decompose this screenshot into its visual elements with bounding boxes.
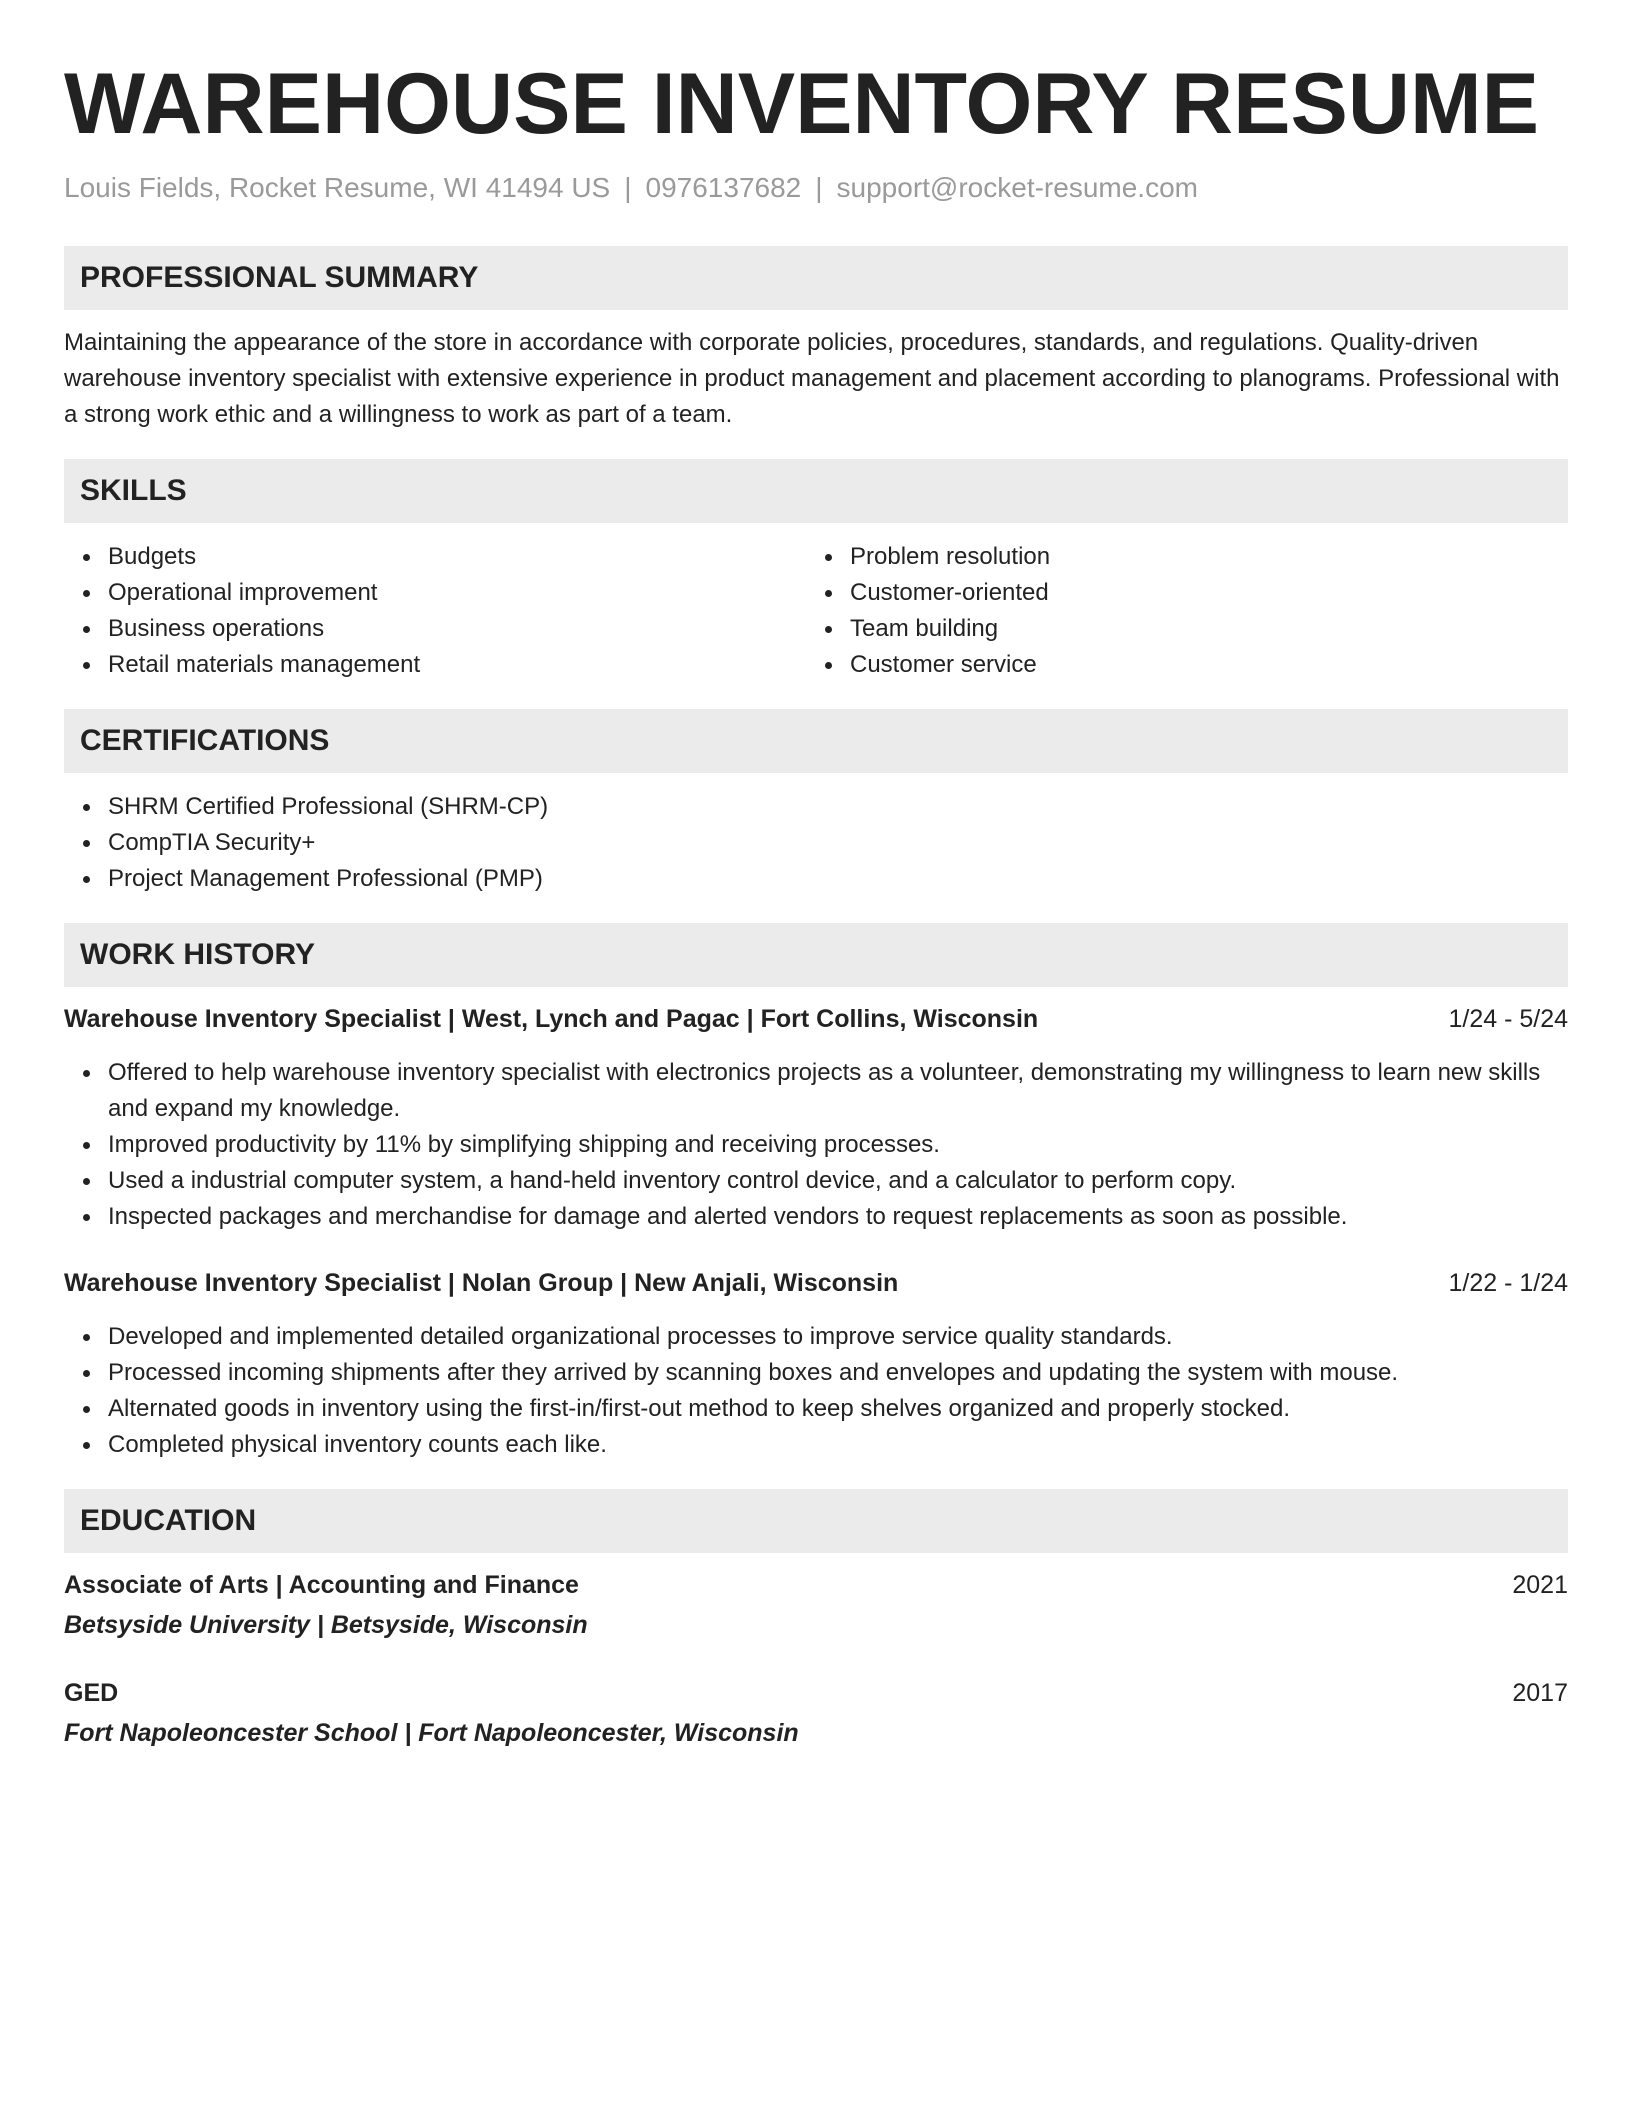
summary-text: Maintaining the appearance of the store in accordance with corporate policies, procedures, standards, and regulations. Quality-driven warehouse inventory specialist with extensive experience in product management and placement according to planograms. Professional with a strong work ethic and a willingness to work as part of a team. (64, 329, 1560, 428)
section-header-education: EDUCATION (64, 1489, 1568, 1553)
education-school: Fort Napoleoncester School | Fort Napoleoncester, Wisconsin (64, 1719, 799, 1747)
contact-separator: | (624, 172, 632, 203)
job-bullet: Used a industrial computer system, a hand-held inventory control device, and a calculator to perform copy. (108, 1163, 1568, 1199)
skill-item: Retail materials management (108, 647, 806, 683)
certification-item: Project Management Professional (PMP) (108, 861, 1568, 897)
job-bullet: Improved productivity by 11% by simplifying shipping and receiving processes. (108, 1127, 1568, 1163)
skills-column-right (806, 539, 1548, 683)
section-header-skills: SKILLS (64, 459, 1568, 523)
education-header (64, 1567, 1568, 1603)
skill-item: Business operations (108, 611, 806, 647)
skill-item: Team building (850, 611, 1548, 647)
job-bullet: Processed incoming shipments after they arrived by scanning boxes and envelopes and updating the system with mouse. (108, 1355, 1568, 1391)
job-header (64, 1265, 1568, 1301)
contact-address: Louis Fields, Rocket Resume, WI 41494 US (64, 172, 611, 203)
job-title: Warehouse Inventory Specialist | Nolan Group | New Anjali, Wisconsin (64, 1269, 899, 1297)
certifications-list (64, 789, 1568, 897)
skill-item: Problem resolution (850, 539, 1548, 575)
job-header (64, 1001, 1568, 1037)
job-bullet: Inspected packages and merchandise for damage and alerted vendors to request replacements as soon as possible. (108, 1199, 1568, 1235)
job-dates: 1/22 - 1/24 (1448, 1269, 1568, 1297)
education-entry (64, 1567, 1568, 1643)
education-entry (64, 1675, 1568, 1751)
job-bullet: Offered to help warehouse inventory specialist with electronics projects as a volunteer, demonstrating my willingness to learn new skills and expand my knowledge. (108, 1055, 1568, 1127)
job-bullets (64, 1319, 1568, 1463)
job-entry (64, 1001, 1568, 1235)
contact-separator: | (815, 172, 823, 203)
job-bullet: Developed and implemented detailed organizational processes to improve service quality standards. (108, 1319, 1568, 1355)
certification-item: CompTIA Security+ (108, 825, 1568, 861)
skill-item: Customer-oriented (850, 575, 1548, 611)
job-bullet: Completed physical inventory counts each like. (108, 1427, 1568, 1463)
education-degree: GED (64, 1679, 119, 1707)
job-bullet: Alternated goods in inventory using the first-in/first-out method to keep shelves organized and properly stocked. (108, 1391, 1568, 1427)
certification-item: SHRM Certified Professional (SHRM-CP) (108, 789, 1568, 825)
skill-item: Operational improvement (108, 575, 806, 611)
job-dates: 1/24 - 5/24 (1448, 1005, 1568, 1033)
resume-page (64, 54, 1568, 1751)
job-title: Warehouse Inventory Specialist | West, Lynch and Pagac | Fort Collins, Wisconsin (64, 1005, 1039, 1033)
skill-item: Budgets (108, 539, 806, 575)
section-header-work-history: WORK HISTORY (64, 923, 1568, 987)
skills-list (64, 539, 1568, 683)
resume-title: WAREHOUSE INVENTORY RESUME (64, 56, 1539, 152)
education-year: 2017 (1512, 1679, 1568, 1707)
education-year: 2021 (1512, 1571, 1568, 1599)
job-bullets (64, 1055, 1568, 1235)
education-school: Betsyside University | Betsyside, Wisconsin (64, 1611, 588, 1639)
skills-column-left (64, 539, 806, 683)
education-degree: Associate of Arts | Accounting and Finance (64, 1571, 579, 1599)
job-entry (64, 1265, 1568, 1463)
section-header-certifications: CERTIFICATIONS (64, 709, 1568, 773)
skill-item: Customer service (850, 647, 1548, 683)
contact-phone: 0976137682 (645, 172, 802, 203)
education-header (64, 1675, 1568, 1711)
contact-email: support@rocket-resume.com (836, 172, 1198, 203)
section-header-summary: PROFESSIONAL SUMMARY (64, 246, 1568, 310)
contact-line (64, 170, 1568, 206)
